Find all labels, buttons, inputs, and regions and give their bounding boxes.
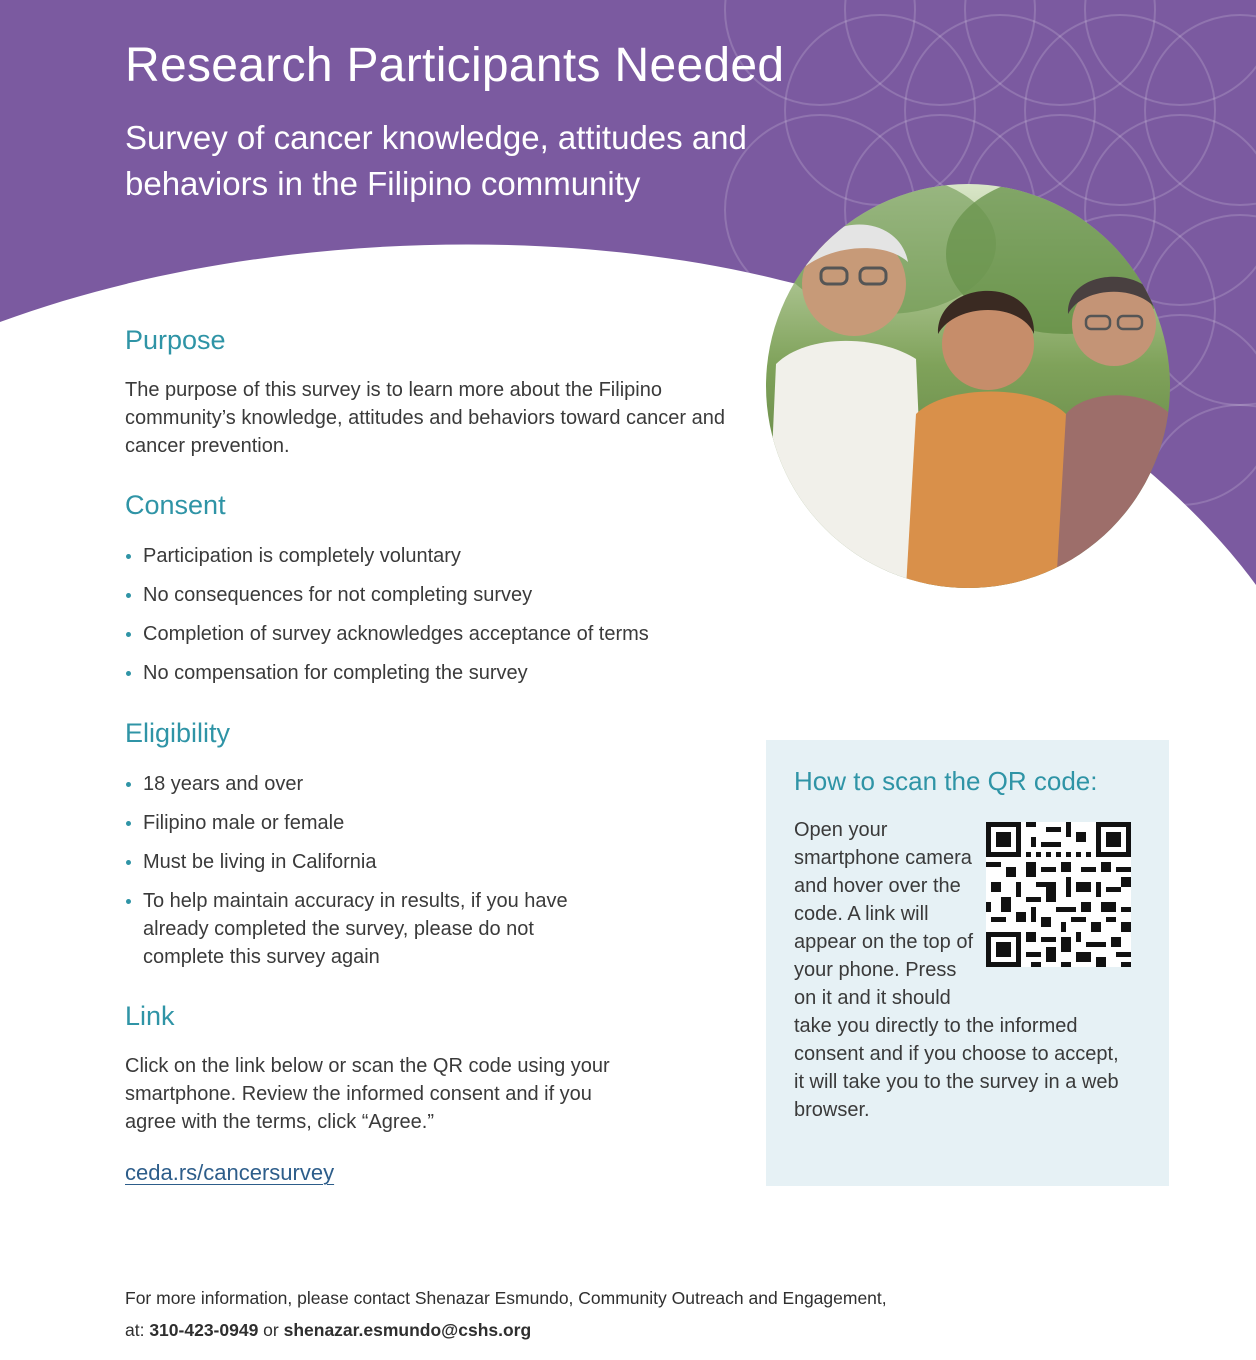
consent-item: No compensation for completing the survey <box>125 659 725 687</box>
footer-line1: For more information, please contact Shenazar Esmundo, Community Outreach and Engagement, <box>125 1288 887 1308</box>
consent-item: Participation is completely voluntary <box>125 542 725 570</box>
link-heading: Link <box>125 1001 175 1031</box>
eligibility-list <box>125 770 610 982</box>
consent-item: Completion of survey acknowledges acceptance of terms <box>125 620 725 648</box>
footer-at-label: at: <box>125 1320 150 1340</box>
contact-footer <box>125 1282 887 1346</box>
qr-instructions-box <box>766 740 1169 1186</box>
eligibility-heading: Eligibility <box>125 718 231 748</box>
consent-list <box>125 542 725 698</box>
eligibility-item: Must be living in California <box>125 848 610 876</box>
qr-instructions-text: Open your smartphone camera and hover over the code. A link will appear on the top of your phone. Press on it and it should take you directly to the informed consent and if you choose to accept, it will take you to the survey in a web browser. <box>794 819 1119 1121</box>
contact-email[interactable]: shenazar.esmundo@cshs.org <box>283 1320 532 1340</box>
page-title: Research Participants Needed <box>125 39 785 92</box>
link-text: Click on the link below or scan the QR code using your smartphone. Review the informed consent and if you agree with the terms, click “Agree.” <box>125 1055 610 1133</box>
page-subtitle: Survey of cancer knowledge, attitudes and behaviors in the Filipino community <box>125 119 747 202</box>
purpose-text: The purpose of this survey is to learn more about the Filipino community’s knowledge, attitudes and behaviors toward cancer and cancer prevention. <box>125 379 725 457</box>
qr-heading: How to scan the QR code: <box>794 766 1098 796</box>
consent-heading: Consent <box>125 490 226 520</box>
eligibility-item: 18 years and over <box>125 770 610 798</box>
consent-item: No consequences for not completing survey <box>125 581 725 609</box>
purpose-heading: Purpose <box>125 325 226 355</box>
eligibility-item: To help maintain accuracy in results, if you have already completed the survey, please do not complete this survey again <box>125 887 610 971</box>
contact-phone[interactable]: 310-423-0949 <box>149 1320 259 1340</box>
qr-code-icon[interactable] <box>986 822 1131 967</box>
survey-link[interactable]: ceda.rs/cancersurvey <box>125 1160 335 1185</box>
family-photo <box>766 184 1170 588</box>
eligibility-item: Filipino male or female <box>125 809 610 837</box>
footer-or-label: or <box>258 1320 284 1340</box>
